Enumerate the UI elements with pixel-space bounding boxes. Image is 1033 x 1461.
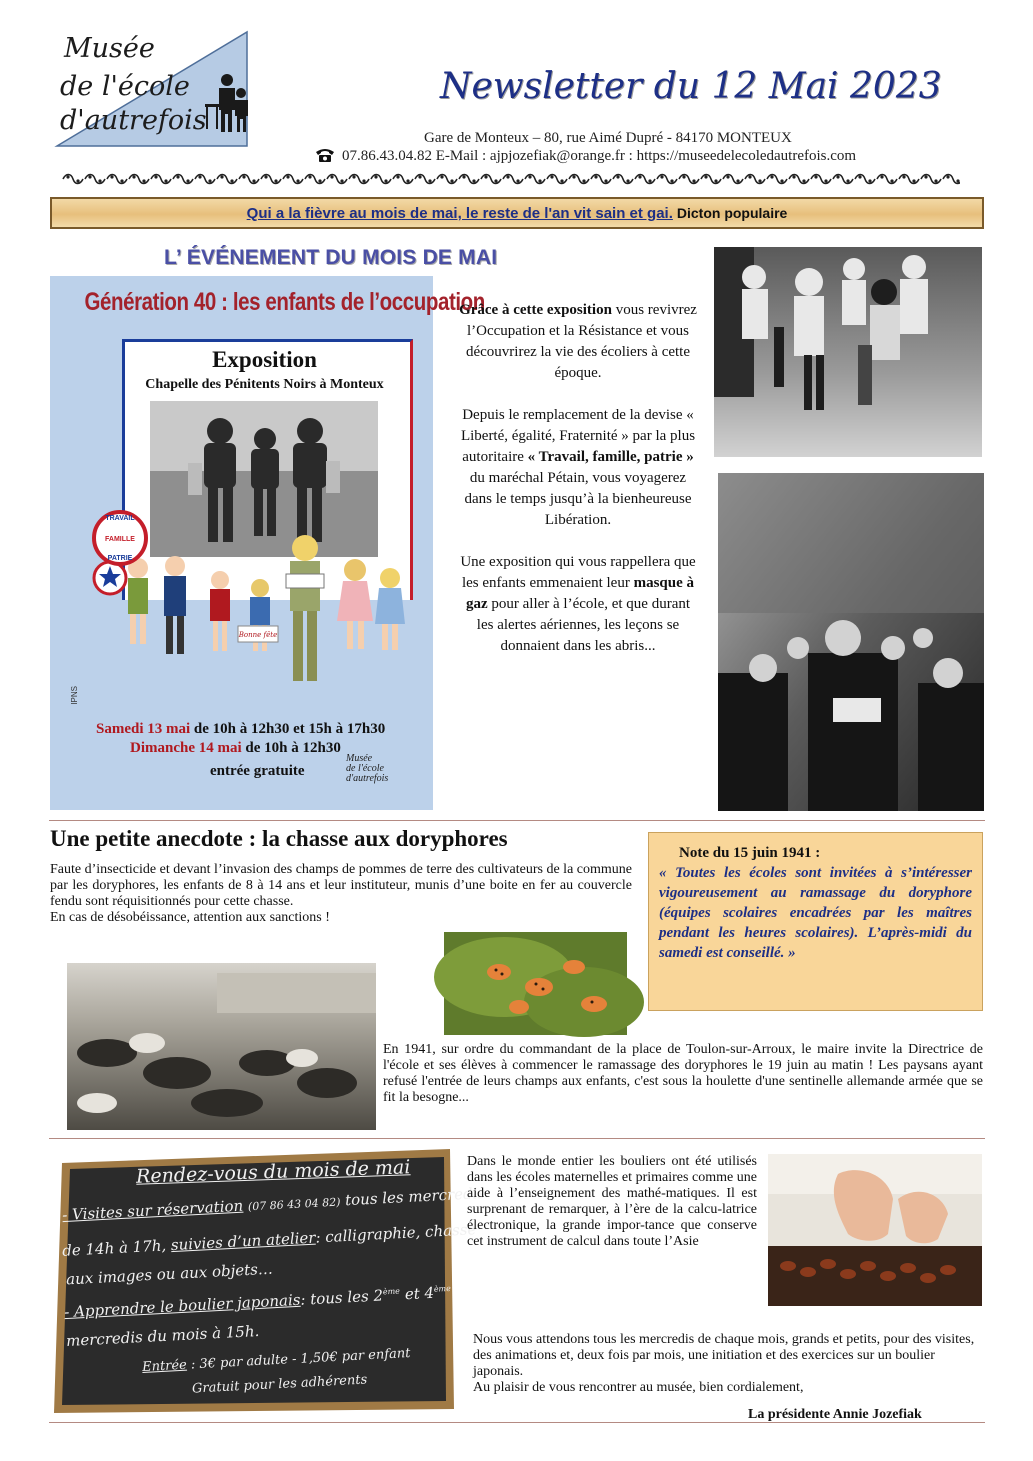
closing-p1: Nous vous attendons tous les mercredis de chaque mois, grands et petits, pour des visites, des animations et, deux fois par mois, une initiation et des exercices sur un boulier japonais. — [473, 1332, 975, 1379]
poster-entry: entrée gratuite — [210, 763, 305, 779]
poster-title: Génération 40 : les enfants de l’occupation — [84, 288, 485, 316]
cartoon-child — [128, 558, 148, 644]
poster-logo — [346, 754, 388, 784]
anecdote-p1: Faute d’insecticide et devant l’invasion des champs de pommes de terre des cultivateurs de la commune par les doryphores, les enfants de 8 à 14 ans et leur instituteur, munis d’une boite en fer au couvercle fendu sont réquisitionnés pour cette chasse. — [50, 862, 632, 909]
air-raid-shelter-photo — [718, 473, 984, 811]
event-description — [456, 300, 700, 678]
anecdote-p2: En cas de désobéissance, attention aux sanctions ! — [50, 910, 330, 925]
poster-date-2 — [130, 740, 341, 757]
chalk-workshop: suivies d’un atelier — [170, 1228, 316, 1255]
cartoon-child — [337, 559, 373, 649]
potato-beetle-photo — [444, 932, 627, 1035]
chalkboard-line-3: aux images ou aux objets… — [65, 1259, 274, 1289]
poster-venue: Chapelle des Pénitents Noirs à Monteux — [145, 377, 384, 392]
proverb-source: Dicton populaire — [676, 205, 788, 221]
event-heading: L’ ÉVÉNEMENT DU MOIS DE MAI — [164, 246, 498, 269]
chalk-visits: - Visites sur réservation — [61, 1196, 244, 1225]
event-p3-a: Une exposition qui vous rappellera que les enfants emmenaient leur — [460, 554, 696, 591]
closing-p2: Au plaisir de vous rencontrer au musée, bien cordialement, — [473, 1380, 804, 1395]
travail-famille-patrie-badge — [90, 508, 150, 568]
poster-logo-line-3: d'autrefois — [346, 773, 389, 784]
logo-line-2: de l'école — [60, 71, 190, 102]
badge-word-3: PATRIE — [107, 555, 133, 562]
event-p2-a: Depuis le remplacement de la devise « Liberté, égalité, Fraternité » par la plus autoritaire — [460, 407, 696, 465]
cartoon-child — [164, 556, 186, 654]
cartoon-child — [238, 579, 278, 651]
chalkboard-line-5: mercredis du mois à 15h. — [65, 1321, 260, 1351]
chalk-sup-2: ème — [433, 1283, 452, 1294]
chalk-entry: Entrée — [141, 1357, 188, 1376]
poster-day-2-hours: de 10h à 12h30 — [241, 740, 341, 756]
signature: La présidente Annie Jozefiak — [748, 1407, 922, 1422]
bottom-rule — [49, 1422, 985, 1423]
poster-date-1 — [96, 721, 385, 738]
chalk-wednesdays: tous les mercredis — [344, 1183, 486, 1210]
exhibition-poster — [50, 276, 485, 810]
proverb-text: Qui a la fièvre au mois de mai, le reste de l'an vit sain et gai. — [246, 205, 673, 222]
badge-word-1: TRAVAIL — [105, 515, 135, 522]
logo-line-3: d'autrefois — [60, 105, 207, 136]
chalk-fourth: et 4 — [399, 1283, 435, 1304]
poster-exposition: Exposition — [212, 347, 317, 372]
event-paragraph-2 — [456, 405, 700, 531]
chalk-abacus: - Apprendre le boulier japonais — [63, 1290, 301, 1322]
poster-ipns: IPNS — [70, 686, 79, 705]
cartoon-child — [375, 568, 405, 650]
chalkboard — [52, 1147, 486, 1415]
chalkboard-line-7: Gratuit pour les adhérents — [191, 1372, 368, 1397]
logo-line-1: Musée — [64, 33, 155, 64]
cartoon-child — [210, 571, 230, 651]
chalk-sup-1: ème — [382, 1286, 401, 1297]
poster-logo-line-1: Musée — [346, 753, 373, 764]
border-ornament — [62, 172, 960, 186]
note-box — [648, 832, 983, 1011]
logo-text — [60, 35, 230, 145]
chalk-calligraphy: : calligraphie, chasse — [314, 1220, 477, 1247]
contact-line: 07.86.43.04.82 E-Mail : ajpjozefiak@orange.fr : https://museedelecoledautrefois.com — [342, 148, 857, 164]
abacus-photo — [768, 1154, 982, 1306]
anecdote-intro — [50, 862, 632, 926]
poster-day-1-hours: de 10h à 12h30 et 15h à 17h30 — [190, 721, 386, 737]
badge-word-2: FAMILLE — [105, 536, 135, 543]
anecdote-title: Une petite anecdote : la chasse aux doryphores — [50, 826, 508, 851]
event-paragraph-1 — [456, 300, 700, 384]
chalk-hours: de 14h à 17h, — [61, 1236, 167, 1260]
note-title: Note du 15 juin 1941 : — [679, 845, 821, 861]
poster-day-2: Dimanche 14 mai — [130, 740, 242, 756]
chalkboard-title: Rendez-vous du mois de mai — [135, 1156, 411, 1188]
section-divider — [49, 1138, 985, 1139]
cartoon-child — [286, 535, 324, 681]
children-gasmask-photo — [714, 247, 982, 457]
section-divider — [49, 820, 985, 821]
abacus-text: Dans le monde entier les bouliers ont été utilisés dans les écoles maternelles et primaires comme une aide à l’enseignement des mathé-matiques. Il est surprenant de remarquer, à l’ère de la calcu-latrice électronique, la grande impor-tance que conserve cet instrument de calcul dans toute l’Asie — [467, 1154, 757, 1249]
newsletter-title: Newsletter du 12 Mai 2023 — [440, 66, 942, 107]
event-p3-bold: masque à gaz — [465, 575, 695, 612]
closing-text — [473, 1332, 985, 1396]
event-p1-rest: vous revivrez l’Occupation et la Résistance et vous découvrirez la vie des écoliers à cette époque. — [465, 302, 697, 381]
event-paragraph-3 — [456, 552, 700, 657]
proverb-banner — [50, 197, 984, 229]
chalk-second: : tous les 2 — [299, 1286, 384, 1309]
event-p2-b: du maréchal Pétain, vous voyagerez dans le temps jusqu’à la bienheureuse Libération. — [464, 470, 692, 528]
event-p1-bold: Grâce à cette exposition — [459, 302, 612, 318]
address: Gare de Monteux – 80, rue Aimé Dupré - 84170 MONTEUX — [424, 130, 792, 146]
event-p2-bold: « Travail, famille, patrie » — [527, 449, 694, 465]
note-body: « Toutes les écoles sont invitées à s’intéresser vigoureusement au ramassage du doryphore (équipes scolaires encadrées par les maîtres pendant les heures scolaires). L’après-midi du samedi est conseillé. » — [659, 865, 972, 961]
chalk-phone: (07 86 43 04 82) — [247, 1195, 341, 1214]
poster-day-1: Samedi 13 mai — [96, 721, 191, 737]
poster-sign-text: Bonne fête — [238, 631, 278, 639]
chalk-prices: : 3€ par adulte - 1,50€ par enfant — [190, 1345, 411, 1373]
anecdote-1941: En 1941, sur ordre du commandant de la place de Toulon-sur-Arroux, le maire invite la Directrice de l'école et ses élèves à commencer le ramassage des doryphores le 19 juin au matin ! Les paysans ayant refusé l'entrée de leurs champs aux enfants, c'est sous la houlette d'une sentinelle allemande armée que se fit la besogne... — [383, 1042, 983, 1105]
beetle-hunt-field-photo — [67, 963, 376, 1130]
poster-logo-line-2: de l'école — [346, 763, 384, 774]
event-p3-b: pour aller à l’école, et que durant les alertes aériennes, les leçons se donnaient dans les abris... — [476, 596, 691, 654]
